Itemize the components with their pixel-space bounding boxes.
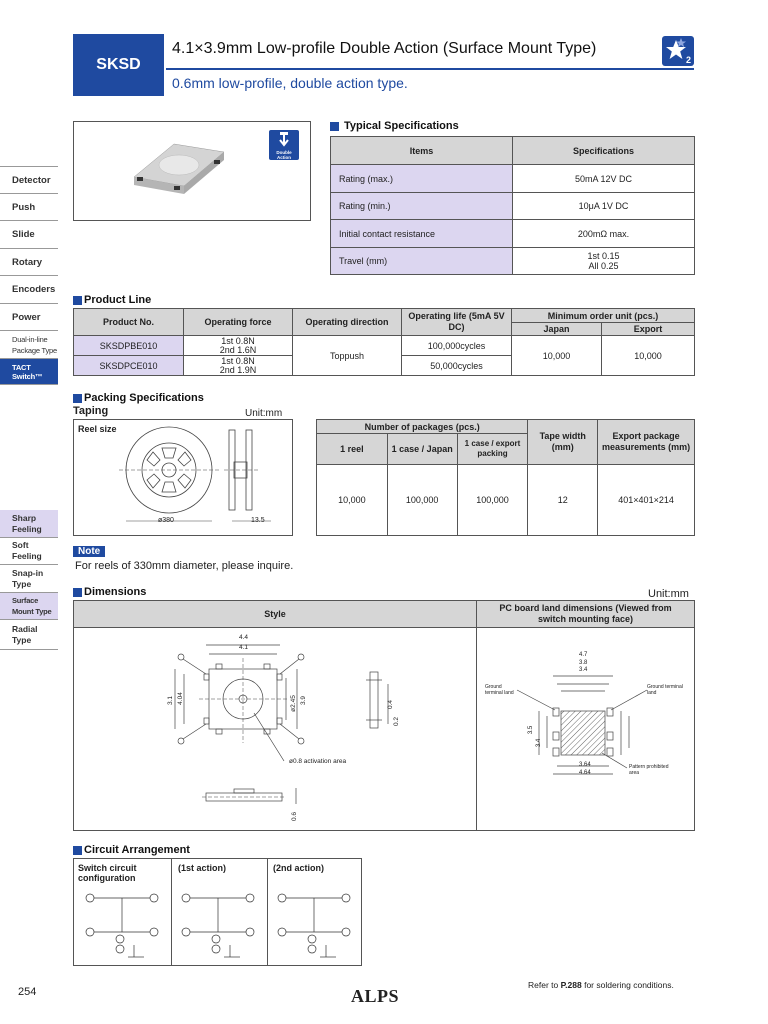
- dimensions-unit: Unit:mm: [648, 588, 689, 600]
- section-square-icon: [73, 588, 82, 597]
- heading-text: Typical Specifications: [344, 120, 459, 132]
- dim-pcb-3-8: 3.8: [579, 660, 588, 666]
- min-order-export: 10,000: [601, 336, 694, 376]
- table-row: [74, 336, 695, 356]
- ref-page-link[interactable]: P.288: [560, 980, 582, 990]
- page-number: 254: [18, 986, 37, 998]
- force-2nd: 2nd 1.6N: [219, 344, 257, 355]
- col-operating-force: Operating force: [184, 309, 293, 336]
- col-one-reel: 1 reel: [317, 434, 388, 465]
- ground-terminal-label-right: Ground terminal land: [647, 684, 683, 696]
- travel-first: 1st 0.15: [587, 251, 620, 261]
- operating-direction: Toppush: [293, 336, 402, 376]
- badge-number: 2: [685, 55, 691, 65]
- dim-pcb-3-4: 3.4: [579, 667, 588, 673]
- title-rule: [166, 68, 694, 70]
- col-export-measurements: Export package measurements (mm): [598, 420, 695, 465]
- dimensions-heading: [73, 586, 146, 598]
- dim-pcb-4-64: 4.64: [579, 770, 591, 776]
- product-no: SKSDPBE010: [74, 336, 184, 356]
- sidebar-item-surface-mount[interactable]: [0, 593, 58, 620]
- operating-force: [184, 356, 293, 376]
- col-specifications: Specifications: [513, 137, 695, 165]
- taping-label: Taping: [73, 405, 109, 417]
- page-title: 4.1×3.9mm Low-profile Double Action (Surface Mount Type): [172, 40, 597, 57]
- col-case-export: 1 case / export packing: [457, 434, 528, 465]
- sidebar-item-push[interactable]: [0, 194, 58, 221]
- sidebar-item-power[interactable]: [0, 304, 58, 331]
- col-japan: Japan: [512, 323, 602, 336]
- table-row: [317, 465, 695, 536]
- sidebar-item-label: Detector: [12, 174, 51, 186]
- star-badge-icon: [662, 36, 694, 66]
- col-style: Style: [74, 601, 477, 628]
- typical-specs-heading: [330, 120, 459, 132]
- col-case-japan: 1 case / Japan: [387, 434, 457, 465]
- force-2nd: 2nd 1.9N: [219, 364, 257, 375]
- col-operating-direction: Operating direction: [293, 309, 402, 336]
- spec-value: 50mA 12V DC: [513, 165, 695, 193]
- sidebar-item-rotary[interactable]: [0, 249, 58, 276]
- dim-0-2: 0.2: [393, 716, 401, 727]
- dim-3-9: 3.9: [300, 695, 308, 706]
- heading-text: Product Line: [84, 294, 152, 306]
- circuit-box: [73, 858, 362, 966]
- section-square-icon: [73, 394, 82, 403]
- force-1st: 1st 0.8N: [221, 335, 255, 346]
- dim-pcb-3-5: 3.5: [528, 725, 535, 735]
- spec-item: Travel (mm): [331, 248, 513, 275]
- tape-width-value: 12: [528, 465, 598, 536]
- dim-d2-45: ø2.45: [289, 695, 297, 712]
- circuit-heading: [73, 844, 190, 856]
- packing-table: [316, 419, 695, 536]
- model-name: SKSD: [96, 56, 141, 73]
- sidebar-item-radial[interactable]: [0, 620, 58, 650]
- heading-text: Circuit Arrangement: [84, 844, 190, 856]
- typical-specs-table: [330, 136, 695, 275]
- product-no: SKSDPCE010: [74, 356, 184, 376]
- circuit-diagrams: [74, 887, 361, 965]
- product-line-heading: [73, 294, 151, 306]
- case-export-qty: 100,000: [457, 465, 528, 536]
- dim-pcb-3-64: 3.64: [579, 762, 591, 768]
- dim-0-6: 0.6: [291, 811, 299, 822]
- activation-area-label: ø0.8 activation area: [289, 758, 347, 765]
- dim-4-4: 4.4: [239, 634, 249, 641]
- sidebar-item-snap-in[interactable]: [0, 565, 58, 593]
- dimensions-box: [73, 600, 695, 831]
- soldering-reference: [528, 980, 674, 990]
- product-line-table: [73, 308, 695, 376]
- sidebar-item-label: Sharp Feeling: [12, 512, 42, 534]
- sidebar-item-tact-switch[interactable]: [0, 359, 58, 385]
- spec-value: 10μA 1V DC: [513, 193, 695, 220]
- reel-width-label: 13.5: [251, 517, 265, 524]
- table-row: [331, 248, 695, 275]
- sidebar-item-label: Surface Mount Type: [12, 596, 52, 616]
- sidebar-item-sharp-feeling[interactable]: [0, 510, 58, 538]
- style-drawing: [74, 628, 476, 830]
- sidebar-item-label: Push: [12, 201, 36, 213]
- packing-specs-heading: [73, 392, 204, 404]
- col-product-no: Product No.: [74, 309, 184, 336]
- sidebar-item-dual-in-line[interactable]: [0, 331, 58, 359]
- circuit-col-first-action: (1st action): [178, 863, 227, 873]
- section-square-icon: [330, 122, 339, 131]
- table-row: [331, 165, 695, 193]
- pattern-prohibited-label: Pattern prohibited area: [629, 764, 669, 776]
- travel-all: All 0.25: [588, 261, 619, 271]
- sidebar-item-encoders[interactable]: [0, 276, 58, 304]
- col-number-packages: Number of packages (pcs.): [317, 420, 528, 434]
- col-tape-width: Tape width (mm): [528, 420, 598, 465]
- page-subtitle: 0.6mm low-profile, double action type.: [172, 75, 408, 91]
- note-label: Note: [73, 546, 105, 557]
- spec-value: [513, 248, 695, 275]
- export-measurement-value: 401×401×214: [598, 465, 695, 536]
- reel-diameter-label: ø380: [158, 517, 174, 524]
- operating-life: 50,000cycles: [402, 356, 512, 376]
- sidebar-item-slide[interactable]: [0, 221, 58, 249]
- sidebar-item-label: Power: [12, 311, 41, 323]
- table-row: [331, 220, 695, 248]
- case-japan-qty: 100,000: [387, 465, 457, 536]
- section-square-icon: [73, 296, 82, 305]
- sidebar-item-detector[interactable]: [0, 166, 58, 194]
- spec-item: Rating (max.): [331, 165, 513, 193]
- sidebar-item-label: Slide: [12, 229, 35, 240]
- sidebar-item-label: Radial Type: [12, 623, 38, 645]
- packing-unit: Unit:mm: [245, 408, 283, 419]
- dim-pcb-4-7: 4.7: [579, 652, 588, 658]
- operating-force: [184, 336, 293, 356]
- note-text: For reels of 330mm diameter, please inquire.: [75, 560, 294, 572]
- ref-suffix: for soldering conditions.: [581, 980, 674, 990]
- col-items: Items: [331, 137, 513, 165]
- double-action-icon: [269, 130, 299, 160]
- sidebar-item-label: Dual-in-line Package Type: [12, 334, 57, 355]
- sidebar-item-label: TACT Switch™: [12, 362, 43, 381]
- dim-4-1: 4.1: [239, 644, 249, 651]
- col-export: Export: [601, 323, 694, 336]
- reel-qty: 10,000: [317, 465, 388, 536]
- spec-value: 200mΩ max.: [513, 220, 695, 248]
- dim-pcb-3-4b: 3.4: [536, 738, 543, 748]
- col-operating-life: Operating life (5mA 5V DC): [402, 309, 512, 336]
- double-action-label: Double Action: [276, 150, 292, 160]
- dim-4-04: 4.04: [176, 692, 184, 705]
- force-1st: 1st 0.8N: [221, 355, 255, 366]
- circuit-col-configuration: Switch circuit configuration: [78, 863, 137, 883]
- spec-item: Rating (min.): [331, 193, 513, 220]
- sidebar-item-label: Encoders: [12, 284, 56, 295]
- dim-3-1: 3.1: [167, 695, 175, 706]
- ref-prefix: Refer to: [528, 980, 561, 990]
- alps-logo: ALPS: [351, 986, 400, 1006]
- circuit-col-second-action: (2nd action): [273, 863, 324, 873]
- table-row: [331, 193, 695, 220]
- reel-drawing-box: [73, 419, 293, 536]
- col-min-order: Minimum order unit (pcs.): [512, 309, 695, 323]
- sidebar-item-soft-feeling[interactable]: [0, 538, 58, 565]
- sidebar-item-label: Soft Feeling: [12, 540, 42, 561]
- product-photo: [73, 121, 311, 221]
- col-pcb-land: PC board land dimensions (Viewed from switch mounting face): [477, 601, 694, 628]
- heading-text: Packing Specifications: [84, 392, 204, 404]
- dim-0-4: 0.4: [387, 699, 395, 710]
- model-box: [73, 34, 164, 96]
- reel-size-label: Reel size: [78, 424, 117, 434]
- sidebar-item-label: Snap-in Type: [12, 567, 44, 589]
- section-square-icon: [73, 846, 82, 855]
- heading-text: Dimensions: [84, 586, 147, 598]
- spec-item: Initial contact resistance: [331, 220, 513, 248]
- min-order-japan: 10,000: [512, 336, 602, 376]
- operating-life: 100,000cycles: [402, 336, 512, 356]
- ground-terminal-label-left: Ground terminal land: [485, 684, 514, 696]
- sidebar-item-label: Rotary: [12, 256, 43, 268]
- pcb-land-drawing: [477, 628, 694, 830]
